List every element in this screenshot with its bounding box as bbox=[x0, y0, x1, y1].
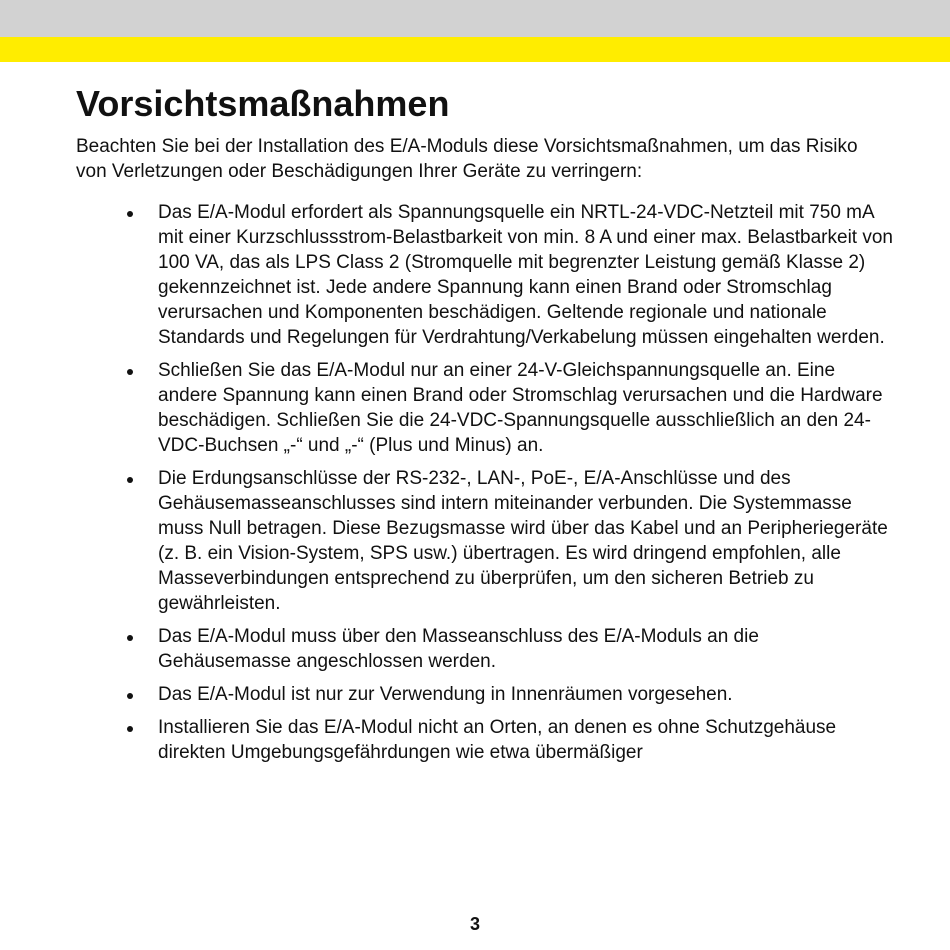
list-item-text: Installieren Sie das E/A-Modul nicht an Orten, an denen es ohne Schutzgehäuse direkten Umgebungsgefährdungen wie etwa übermäßiger bbox=[158, 717, 837, 763]
list-item bbox=[0, 624, 950, 674]
list-item bbox=[0, 466, 950, 616]
intro-paragraph: Beachten Sie bei der Installation des E/A-Moduls diese Vorsichtsmaßnahmen, um das Risiko von Verletzungen oder Beschädigungen Ihrer Geräte zu verringern: bbox=[76, 136, 858, 182]
bullet-icon bbox=[127, 726, 133, 732]
list-item-text: Das E/A-Modul muss über den Masseanschluss des E/A-Moduls an die Gehäusemasse angeschlossen werden. bbox=[158, 626, 759, 672]
list-item-text: Schließen Sie das E/A-Modul nur an einer 24-V-Gleichspannungsquelle an. Eine andere Spannung kann einen Brand oder Stromschlag verursachen und die Hardware beschädigen. Schließen Sie die 24-VDC-Spannungsquelle ausschließlich an den 24-VDC-Buchsen „-“ und „-“ (Plus und Minus) an. bbox=[158, 360, 883, 456]
precautions-list bbox=[0, 200, 950, 773]
list-item bbox=[0, 715, 950, 765]
page-title: Vorsichtsmaßnahmen bbox=[76, 83, 450, 124]
bullet-icon bbox=[127, 477, 133, 483]
bullet-icon bbox=[127, 211, 133, 217]
bullet-icon bbox=[127, 635, 133, 641]
list-item bbox=[0, 682, 950, 707]
list-item-text: Das E/A-Modul erfordert als Spannungsquelle ein NRTL-24-VDC-Netzteil mit 750 mA mit einer Kurzschlussstrom-Belastbarkeit von min. 8 A und einer max. Belastbarkeit von 100 VA, das als LPS Class 2 (Stromquelle mit begrenzter Leistung gemäß Klasse 2) gekennzeichnet ist. Jede andere Spannung kann einen Brand oder Stromschlag verursachen und Komponenten beschädigen. Geltende regionale und nationale Standards und Regelungen für Verdrahtung/Verkabelung müssen eingehalten werden. bbox=[158, 202, 893, 348]
header-gray-band bbox=[0, 0, 950, 37]
page-number: 3 bbox=[469, 914, 480, 934]
list-item-text: Das E/A-Modul ist nur zur Verwendung in Innenräumen vorgesehen. bbox=[158, 684, 733, 705]
list-item-text: Die Erdungsanschlüsse der RS-232-, LAN-, PoE-, E/A-Anschlüsse und des Gehäusemasseanschlusses sind intern miteinander verbunden. Die Systemmasse muss Null betragen. Diese Bezugsmasse wird über das Kabel und an Peripheriegeräte (z. B. ein Vision-System, SPS usw.) übertragen. Es wird dringend empfohlen, alle Masseverbindungen entsprechend zu überprüfen, um den sicheren Betrieb zu gewährleisten. bbox=[158, 468, 888, 614]
list-item bbox=[0, 200, 950, 350]
header-accent-band bbox=[0, 37, 950, 62]
bullet-icon bbox=[127, 369, 133, 375]
bullet-icon bbox=[127, 693, 133, 699]
list-item bbox=[0, 358, 950, 458]
